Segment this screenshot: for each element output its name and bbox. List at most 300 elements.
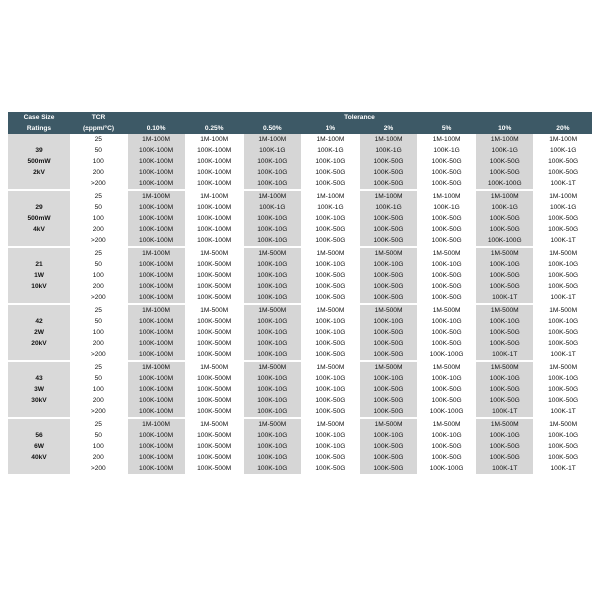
range-cell: 100K-50G <box>476 327 534 338</box>
range-cell: 100K-10G <box>359 259 417 270</box>
tcr-cell: 50 <box>70 259 127 270</box>
range-cell: 100K-50G <box>359 235 417 247</box>
tolerance-col-header: 0.10% <box>127 123 185 134</box>
range-cell: 100K-10G <box>301 327 359 338</box>
range-cell: 100K-10G <box>534 373 592 384</box>
table-row <box>8 338 592 349</box>
range-cell: 100K-10G <box>243 463 301 475</box>
range-cell: 100K-50G <box>301 270 359 281</box>
range-cell: 100K-1G <box>534 202 592 213</box>
tcr-cell: 25 <box>70 247 127 259</box>
range-cell: 100K-1T <box>534 235 592 247</box>
range-cell: 100K-50G <box>534 270 592 281</box>
table-row <box>8 430 592 441</box>
range-cell: 100K-1T <box>534 292 592 304</box>
tcr-cell: 100 <box>70 384 127 395</box>
range-cell: 100K-1T <box>534 178 592 190</box>
range-cell: 100K-50G <box>534 167 592 178</box>
range-cell: 1M-100M <box>127 418 185 430</box>
range-cell: 1M-500M <box>359 361 417 373</box>
range-cell: 100K-100M <box>127 213 185 224</box>
tcr-cell: 100 <box>70 441 127 452</box>
range-cell: 1M-500M <box>534 361 592 373</box>
case-size-line: 10kV <box>31 283 47 290</box>
range-cell: 100K-50G <box>418 327 476 338</box>
range-cell: 100K-50G <box>476 441 534 452</box>
table-row <box>8 145 592 156</box>
range-cell: 100K-100G <box>476 235 534 247</box>
table-row <box>8 452 592 463</box>
table-row <box>8 418 592 430</box>
range-cell: 100K-50G <box>418 156 476 167</box>
range-cell: 100K-50G <box>534 281 592 292</box>
range-cell: 100K-10G <box>418 316 476 327</box>
range-cell: 100K-50G <box>418 292 476 304</box>
range-cell: 100K-1G <box>534 145 592 156</box>
range-cell: 100K-50G <box>301 292 359 304</box>
range-cell: 100K-50G <box>359 452 417 463</box>
range-cell: 100K-100M <box>127 441 185 452</box>
table-body <box>8 134 592 475</box>
range-cell: 100K-50G <box>476 281 534 292</box>
range-cell: 100K-100M <box>185 224 243 235</box>
table-row <box>8 224 592 235</box>
range-cell: 100K-50G <box>301 178 359 190</box>
range-cell: 100K-50G <box>476 224 534 235</box>
range-cell: 100K-10G <box>243 224 301 235</box>
range-cell: 100K-10G <box>243 178 301 190</box>
range-cell: 100K-50G <box>301 349 359 361</box>
case-size-cell <box>8 247 70 304</box>
range-cell: 100K-50G <box>359 395 417 406</box>
range-cell: 100K-10G <box>359 316 417 327</box>
range-cell: 100K-50G <box>359 156 417 167</box>
range-cell: 100K-10G <box>243 338 301 349</box>
range-cell: 100K-1G <box>418 145 476 156</box>
range-cell: 100K-50G <box>534 224 592 235</box>
range-cell: 100K-100G <box>418 349 476 361</box>
range-cell: 1M-100M <box>127 304 185 316</box>
table-row <box>8 373 592 384</box>
tcr-cell: 200 <box>70 395 127 406</box>
range-cell: 1M-100M <box>301 134 359 145</box>
table-row <box>8 156 592 167</box>
range-cell: 1M-500M <box>418 361 476 373</box>
range-cell: 100K-100M <box>185 156 243 167</box>
range-cell: 100K-100M <box>185 145 243 156</box>
range-cell: 1M-500M <box>301 418 359 430</box>
range-cell: 1M-100M <box>418 190 476 202</box>
range-cell: 100K-100M <box>127 327 185 338</box>
range-cell: 1M-500M <box>243 247 301 259</box>
range-cell: 100K-50G <box>534 327 592 338</box>
range-cell: 1M-500M <box>243 418 301 430</box>
range-cell: 1M-500M <box>418 247 476 259</box>
range-cell: 100K-10G <box>243 406 301 418</box>
case-size-line: 30kV <box>31 397 47 404</box>
case-size-cell <box>8 361 70 418</box>
range-cell: 100K-10G <box>534 259 592 270</box>
range-cell: 100K-10G <box>243 156 301 167</box>
range-cell: 100K-50G <box>359 327 417 338</box>
range-cell: 100K-10G <box>476 430 534 441</box>
range-cell: 100K-10G <box>301 373 359 384</box>
range-cell: 100K-100M <box>127 292 185 304</box>
range-cell: 100K-50G <box>418 167 476 178</box>
range-cell: 100K-10G <box>243 281 301 292</box>
range-cell: 100K-10G <box>301 156 359 167</box>
case-size-header: Case Size <box>8 112 70 123</box>
range-cell: 100K-1G <box>243 202 301 213</box>
range-cell: 100K-500M <box>185 384 243 395</box>
case-size-cell <box>8 190 70 247</box>
range-cell: 100K-10G <box>301 316 359 327</box>
header-row-1 <box>8 112 592 123</box>
range-cell: 100K-1G <box>476 202 534 213</box>
range-cell: 100K-10G <box>301 384 359 395</box>
range-cell: 100K-50G <box>301 224 359 235</box>
range-cell: 100K-50G <box>476 270 534 281</box>
range-cell: 100K-100M <box>127 145 185 156</box>
range-cell: 100K-10G <box>243 235 301 247</box>
range-cell: 1M-500M <box>476 361 534 373</box>
tolerance-col-header: 1% <box>301 123 359 134</box>
range-cell: 100K-500M <box>185 270 243 281</box>
range-cell: 100K-500M <box>185 441 243 452</box>
range-cell: 100K-100M <box>185 202 243 213</box>
tcr-cell: 25 <box>70 134 127 145</box>
range-cell: 1M-100M <box>476 190 534 202</box>
tcr-cell: 200 <box>70 224 127 235</box>
range-cell: 100K-100M <box>127 452 185 463</box>
case-size-line: 2kV <box>33 169 45 176</box>
range-cell: 100K-10G <box>418 259 476 270</box>
tcr-cell: 25 <box>70 361 127 373</box>
range-cell: 100K-50G <box>301 463 359 475</box>
tolerance-col-header: 10% <box>476 123 534 134</box>
range-cell: 1M-100M <box>127 190 185 202</box>
range-cell: 100K-10G <box>243 259 301 270</box>
range-cell: 100K-50G <box>534 338 592 349</box>
range-cell: 100K-10G <box>243 270 301 281</box>
range-cell: 100K-10G <box>243 292 301 304</box>
case-size-cell <box>8 134 70 190</box>
range-cell: 100K-50G <box>534 156 592 167</box>
tcr-cell: 50 <box>70 145 127 156</box>
range-cell: 100K-10G <box>243 384 301 395</box>
range-cell: 100K-50G <box>418 452 476 463</box>
range-cell: 100K-50G <box>534 213 592 224</box>
range-cell: 100K-500M <box>185 406 243 418</box>
range-cell: 100K-100M <box>127 316 185 327</box>
tcr-cell: >200 <box>70 463 127 475</box>
range-cell: 1M-500M <box>418 304 476 316</box>
range-cell: 1M-100M <box>243 134 301 145</box>
range-cell: 1M-500M <box>476 304 534 316</box>
range-cell: 100K-100M <box>127 373 185 384</box>
case-size-line: 4kV <box>33 226 45 233</box>
range-cell: 100K-10G <box>243 430 301 441</box>
range-cell: 100K-50G <box>418 441 476 452</box>
range-cell: 100K-50G <box>301 281 359 292</box>
range-cell: 100K-50G <box>359 167 417 178</box>
table-row <box>8 361 592 373</box>
tcr-cell: >200 <box>70 178 127 190</box>
table-row <box>8 327 592 338</box>
range-cell: 100K-50G <box>301 452 359 463</box>
range-cell: 100K-50G <box>476 213 534 224</box>
range-cell: 100K-10G <box>418 430 476 441</box>
range-cell: 100K-1G <box>301 145 359 156</box>
range-cell: 1M-500M <box>359 304 417 316</box>
tcr-cell: 25 <box>70 304 127 316</box>
range-cell: 100K-100M <box>127 156 185 167</box>
range-cell: 1M-500M <box>534 247 592 259</box>
range-cell: 100K-100M <box>127 430 185 441</box>
range-cell: 100K-50G <box>476 338 534 349</box>
case-size-line: 56 <box>35 432 43 439</box>
range-cell: 100K-50G <box>534 441 592 452</box>
table-row <box>8 178 592 190</box>
table-row <box>8 384 592 395</box>
range-cell: 1M-100M <box>534 190 592 202</box>
range-cell: 100K-500M <box>185 349 243 361</box>
case-size-line: 42 <box>35 318 43 325</box>
range-cell: 1M-100M <box>359 190 417 202</box>
range-cell: 100K-100M <box>127 463 185 475</box>
range-cell: 100K-500M <box>185 463 243 475</box>
range-cell: 100K-50G <box>359 281 417 292</box>
range-cell: 100K-500M <box>185 395 243 406</box>
range-cell: 100K-50G <box>418 235 476 247</box>
case-size-line: 500mW <box>27 215 51 222</box>
header-row-2 <box>8 123 592 134</box>
tcr-cell: 200 <box>70 167 127 178</box>
range-cell: 100K-1G <box>418 202 476 213</box>
range-cell: 100K-1G <box>476 145 534 156</box>
range-cell: 1M-500M <box>534 418 592 430</box>
table-row <box>8 247 592 259</box>
case-size-line: 1W <box>34 272 44 279</box>
resistance-range-table <box>8 112 592 476</box>
table-row <box>8 167 592 178</box>
case-size-line: 2W <box>34 329 44 336</box>
range-cell: 100K-10G <box>243 316 301 327</box>
range-cell: 100K-100M <box>185 213 243 224</box>
range-cell: 1M-100M <box>359 134 417 145</box>
tolerance-col-header: 20% <box>534 123 592 134</box>
tolerance-col-header: 0.25% <box>185 123 243 134</box>
range-cell: 100K-100M <box>127 384 185 395</box>
case-size-line: 29 <box>35 204 43 211</box>
range-cell: 100K-100M <box>127 259 185 270</box>
range-cell: 1M-500M <box>534 304 592 316</box>
tcr-cell: 200 <box>70 281 127 292</box>
range-cell: 1M-100M <box>476 134 534 145</box>
range-cell: 1M-100M <box>127 361 185 373</box>
range-cell: 100K-50G <box>418 270 476 281</box>
range-cell: 1M-100M <box>127 134 185 145</box>
table-row <box>8 259 592 270</box>
range-cell: 1M-100M <box>127 247 185 259</box>
tcr-cell: >200 <box>70 292 127 304</box>
case-size-line: 20kV <box>31 340 47 347</box>
range-cell: 100K-10G <box>534 430 592 441</box>
range-cell: 100K-10G <box>476 259 534 270</box>
case-size-line: 21 <box>35 261 43 268</box>
range-cell: 1M-500M <box>418 418 476 430</box>
range-cell: 100K-100M <box>185 167 243 178</box>
range-cell: 1M-500M <box>185 418 243 430</box>
range-cell: 100K-500M <box>185 292 243 304</box>
range-cell: 100K-100M <box>127 224 185 235</box>
tcr-cell: 100 <box>70 327 127 338</box>
case-size-cell <box>8 418 70 475</box>
table-row <box>8 190 592 202</box>
range-cell: 100K-100M <box>127 235 185 247</box>
tcr-cell: 100 <box>70 156 127 167</box>
range-cell: 1M-500M <box>185 361 243 373</box>
range-cell: 1M-500M <box>301 361 359 373</box>
case-size-line: 40kV <box>31 454 47 461</box>
tcr-cell: >200 <box>70 406 127 418</box>
table-row <box>8 463 592 475</box>
range-cell: 100K-500M <box>185 373 243 384</box>
range-cell: 100K-10G <box>243 452 301 463</box>
range-cell: 100K-500M <box>185 338 243 349</box>
range-cell: 100K-50G <box>359 338 417 349</box>
tcr-cell: >200 <box>70 349 127 361</box>
range-cell: 100K-100M <box>127 338 185 349</box>
range-cell: 100K-50G <box>359 349 417 361</box>
range-cell: 100K-50G <box>359 441 417 452</box>
range-cell: 1M-100M <box>534 134 592 145</box>
range-cell: 100K-10G <box>243 213 301 224</box>
range-cell: 100K-10G <box>418 373 476 384</box>
range-cell: 100K-100M <box>127 281 185 292</box>
range-cell: 100K-10G <box>301 441 359 452</box>
range-cell: 100K-50G <box>476 452 534 463</box>
range-cell: 100K-100M <box>127 178 185 190</box>
range-cell: 100K-1T <box>476 292 534 304</box>
range-cell: 1M-500M <box>476 418 534 430</box>
table-row <box>8 270 592 281</box>
table-row <box>8 441 592 452</box>
tcr-cell: 50 <box>70 316 127 327</box>
range-cell: 100K-10G <box>243 349 301 361</box>
tcr-header: TCR <box>70 112 127 123</box>
range-cell: 100K-50G <box>418 384 476 395</box>
tolerance-col-header: 2% <box>359 123 417 134</box>
range-cell: 1M-100M <box>185 134 243 145</box>
range-cell: 100K-50G <box>476 395 534 406</box>
range-cell: 100K-50G <box>534 452 592 463</box>
table-row <box>8 304 592 316</box>
case-size-line: 39 <box>35 147 43 154</box>
range-cell: 1M-500M <box>243 304 301 316</box>
range-cell: 1M-500M <box>185 304 243 316</box>
range-cell: 100K-50G <box>359 463 417 475</box>
range-cell: 1M-500M <box>301 304 359 316</box>
range-cell: 100K-50G <box>534 384 592 395</box>
range-cell: 100K-500M <box>185 316 243 327</box>
range-cell: 100K-100M <box>127 349 185 361</box>
table-row <box>8 281 592 292</box>
range-cell: 100K-50G <box>418 224 476 235</box>
range-cell: 100K-50G <box>301 395 359 406</box>
range-cell: 100K-50G <box>476 384 534 395</box>
range-cell: 1M-500M <box>301 247 359 259</box>
range-cell: 100K-50G <box>359 292 417 304</box>
range-cell: 100K-50G <box>301 167 359 178</box>
tcr-cell: 50 <box>70 373 127 384</box>
tcr-cell: 200 <box>70 452 127 463</box>
case-size-line: 6W <box>34 443 44 450</box>
range-cell: 100K-50G <box>301 235 359 247</box>
range-cell: 100K-50G <box>476 167 534 178</box>
range-cell: 100K-1T <box>476 349 534 361</box>
range-cell: 1M-100M <box>301 190 359 202</box>
range-cell: 100K-1G <box>359 145 417 156</box>
range-cell: 100K-10G <box>243 441 301 452</box>
range-cell: 100K-50G <box>418 281 476 292</box>
range-cell: 100K-100M <box>127 270 185 281</box>
table-row <box>8 349 592 361</box>
tcr-cell: 25 <box>70 418 127 430</box>
range-cell: 100K-50G <box>534 395 592 406</box>
range-cell: 100K-1T <box>476 406 534 418</box>
range-cell: 100K-100M <box>127 406 185 418</box>
range-cell: 100K-500M <box>185 259 243 270</box>
range-cell: 100K-10G <box>243 327 301 338</box>
range-cell: 100K-50G <box>359 384 417 395</box>
range-cell: 100K-100M <box>127 395 185 406</box>
range-cell: 1M-500M <box>185 247 243 259</box>
range-cell: 100K-50G <box>359 178 417 190</box>
range-cell: 100K-1T <box>534 406 592 418</box>
tcr-cell: >200 <box>70 235 127 247</box>
range-cell: 100K-10G <box>301 430 359 441</box>
range-cell: 100K-50G <box>301 338 359 349</box>
range-cell: 1M-500M <box>476 247 534 259</box>
case-size-line: 43 <box>35 375 43 382</box>
range-cell: 100K-50G <box>418 213 476 224</box>
range-cell: 100K-500M <box>185 430 243 441</box>
range-cell: 100K-50G <box>359 406 417 418</box>
range-cell: 100K-50G <box>418 338 476 349</box>
range-cell: 1M-100M <box>243 190 301 202</box>
tcr-cell: 100 <box>70 213 127 224</box>
range-cell: 100K-50G <box>418 178 476 190</box>
range-cell: 100K-1T <box>534 463 592 475</box>
range-cell: 100K-50G <box>359 224 417 235</box>
range-cell: 100K-100M <box>185 178 243 190</box>
range-cell: 100K-10G <box>243 167 301 178</box>
range-cell: 100K-50G <box>301 406 359 418</box>
range-cell: 100K-10G <box>301 259 359 270</box>
range-cell: 1M-500M <box>359 418 417 430</box>
tcr-cell: 25 <box>70 190 127 202</box>
range-cell: 100K-10G <box>243 395 301 406</box>
table-row <box>8 395 592 406</box>
range-cell: 1M-500M <box>359 247 417 259</box>
range-cell: 100K-100G <box>418 406 476 418</box>
range-cell: 100K-100G <box>418 463 476 475</box>
range-cell: 100K-100M <box>127 202 185 213</box>
range-cell: 100K-50G <box>418 395 476 406</box>
range-cell: 100K-100M <box>127 167 185 178</box>
tolerance-header: Tolerance <box>127 112 592 123</box>
